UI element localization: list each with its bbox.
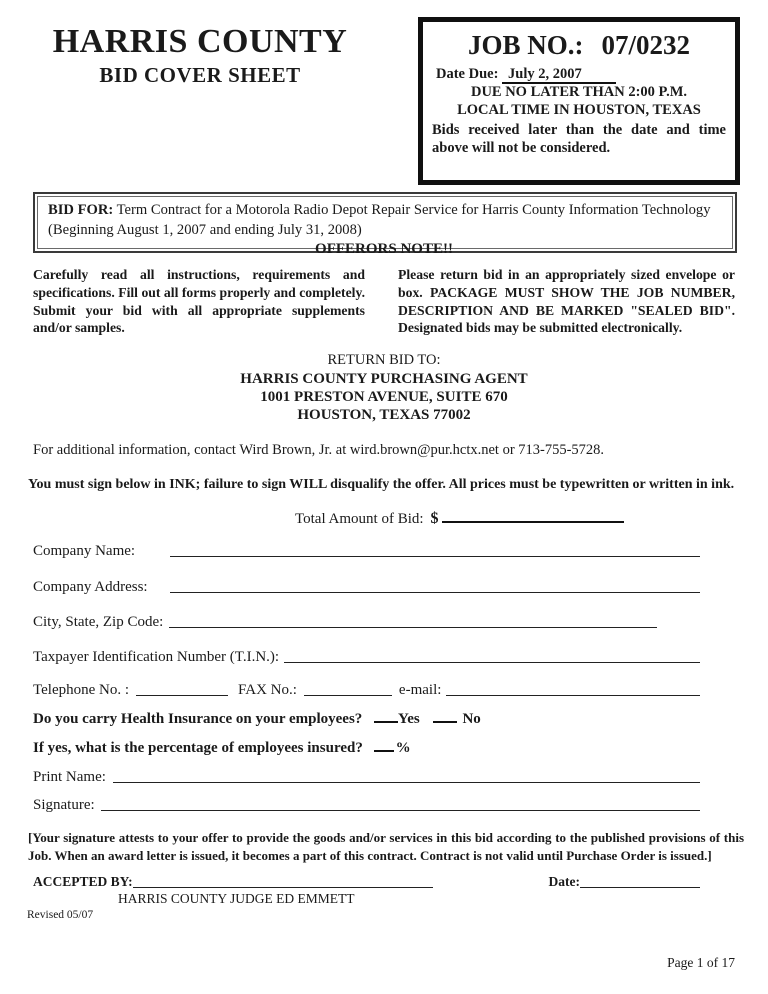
instructions-left: Carefully read all instructions, requirements and specifications. Fill out all forms properly and completely. Submit your bid with all appropriate supplements and/or samples. <box>33 267 365 336</box>
total-bid-label: Total Amount of Bid: <box>295 511 424 527</box>
company-name-label: Company Name: <box>33 543 136 559</box>
document-header <box>40 24 360 88</box>
return-address-line2: 1001 PRESTON AVENUE, SUITE 670 <box>260 388 508 405</box>
company-name-row <box>33 543 700 560</box>
instructions-right: Please return bid in an appropriately sized envelope or box. PACKAGE MUST SHOW THE JOB NUMBER, DESCRIPTION AND BE MARKED "SEALED BID". Designated bids may be submitted electronically. <box>398 267 735 336</box>
city-state-zip-label: City, State, Zip Code: <box>33 614 164 630</box>
page-number: Page 1 of 17 <box>667 955 735 970</box>
company-address-blank-line <box>170 592 700 593</box>
attestation-text: [Your signature attests to your offer to provide the goods and/or services in this bid according to the published provisions of this Job. When an award letter is issued, it becomes a part of this contract. Contract is not valid until Purchase Order is issued.] <box>28 830 744 863</box>
job-number-line <box>432 30 726 61</box>
due-location-line: LOCAL TIME IN HOUSTON, TEXAS <box>457 102 701 119</box>
job-number-label: JOB NO.: <box>467 30 584 60</box>
sign-instruction: You must sign below in INK; failure to sign WILL disqualify the offer. All prices must be typewritten or written in ink. <box>28 477 735 492</box>
yes-label: Yes <box>398 711 420 727</box>
fax-blank-line <box>304 695 392 696</box>
date-due-line <box>432 66 726 83</box>
job-number-box <box>418 17 740 185</box>
document-title: HARRIS COUNTY <box>52 23 348 60</box>
dollar-sign: $ <box>430 510 439 527</box>
return-address-line1: HARRIS COUNTY PURCHASING AGENT <box>240 370 528 387</box>
percentage-insured-row <box>33 740 411 757</box>
tin-label: Taxpayer Identification Number (T.I.N.): <box>33 649 280 665</box>
telephone-label: Telephone No. : <box>33 682 130 698</box>
signature-label: Signature: <box>33 797 95 813</box>
percent-sign: % <box>395 740 411 756</box>
telephone-fax-email-row <box>33 682 700 699</box>
return-bid-heading: RETURN BID TO: <box>327 352 441 368</box>
date-due-value: July 2, 2007 <box>502 66 616 84</box>
tin-row <box>33 649 700 666</box>
health-insurance-row <box>33 711 481 728</box>
accepted-by-blank-line <box>133 887 433 888</box>
telephone-blank-line <box>136 695 228 696</box>
return-address-line3: HOUSTON, TEXAS 77002 <box>297 407 471 424</box>
late-bid-note: Bids received later than the date and time above will not be considered. <box>432 122 726 157</box>
no-checkbox-blank <box>433 721 457 723</box>
tin-blank-line <box>284 662 700 663</box>
instructions-section <box>33 266 735 337</box>
due-time-line: DUE NO LATER THAN 2:00 P.M. <box>470 84 688 100</box>
offerors-note-heading: OFFERORS NOTE!! <box>315 241 453 257</box>
date-blank-line <box>580 887 700 888</box>
print-name-label: Print Name: <box>33 769 106 785</box>
signature-row <box>33 797 700 814</box>
city-state-zip-row <box>33 614 657 631</box>
judge-name: HARRIS COUNTY JUDGE ED EMMETT <box>118 891 355 906</box>
percentage-question: If yes, what is the percentage of employees insured? <box>33 740 363 756</box>
column-gap <box>365 266 398 337</box>
company-address-label: Company Address: <box>33 579 148 595</box>
total-bid-line <box>295 510 624 528</box>
accepted-by-row <box>33 874 700 890</box>
no-label: No <box>462 711 481 727</box>
date-label: Date: <box>548 874 580 889</box>
revision-note: Revised 05/07 <box>27 909 94 921</box>
accepted-by-label: ACCEPTED BY: <box>33 874 133 889</box>
document-subtitle: BID COVER SHEET <box>99 62 301 87</box>
accepted-by-spacer <box>433 874 549 890</box>
email-label: e-mail: <box>398 682 442 698</box>
company-address-row <box>33 579 700 596</box>
health-insurance-question: Do you carry Health Insurance on your employees? <box>33 711 363 727</box>
percentage-blank-line <box>374 750 394 752</box>
fax-label: FAX No.: <box>238 682 297 698</box>
email-blank-line <box>446 695 700 696</box>
bid-for-description: Term Contract for a Motorola Radio Depot Repair Service for Harris County Information Technology (Beginning August 1, 2007 and ending July 31, 2008) <box>48 202 711 239</box>
signature-blank-line <box>101 810 700 811</box>
company-name-blank-line <box>170 556 700 557</box>
print-name-blank-line <box>113 782 700 783</box>
print-name-row <box>33 769 700 786</box>
job-number-value: 07/0232 <box>601 30 691 60</box>
return-address-block <box>0 352 768 425</box>
bid-for-label: BID FOR: <box>48 202 114 218</box>
yes-checkbox-blank <box>374 721 398 723</box>
city-state-zip-blank-line <box>169 627 657 628</box>
contact-info: For additional information, contact Wird Brown, Jr. at wird.brown@pur.hctx.net or 713-755-5728. <box>33 442 605 458</box>
date-due-label: Date Due: <box>436 66 499 82</box>
total-bid-blank-line <box>442 521 624 523</box>
